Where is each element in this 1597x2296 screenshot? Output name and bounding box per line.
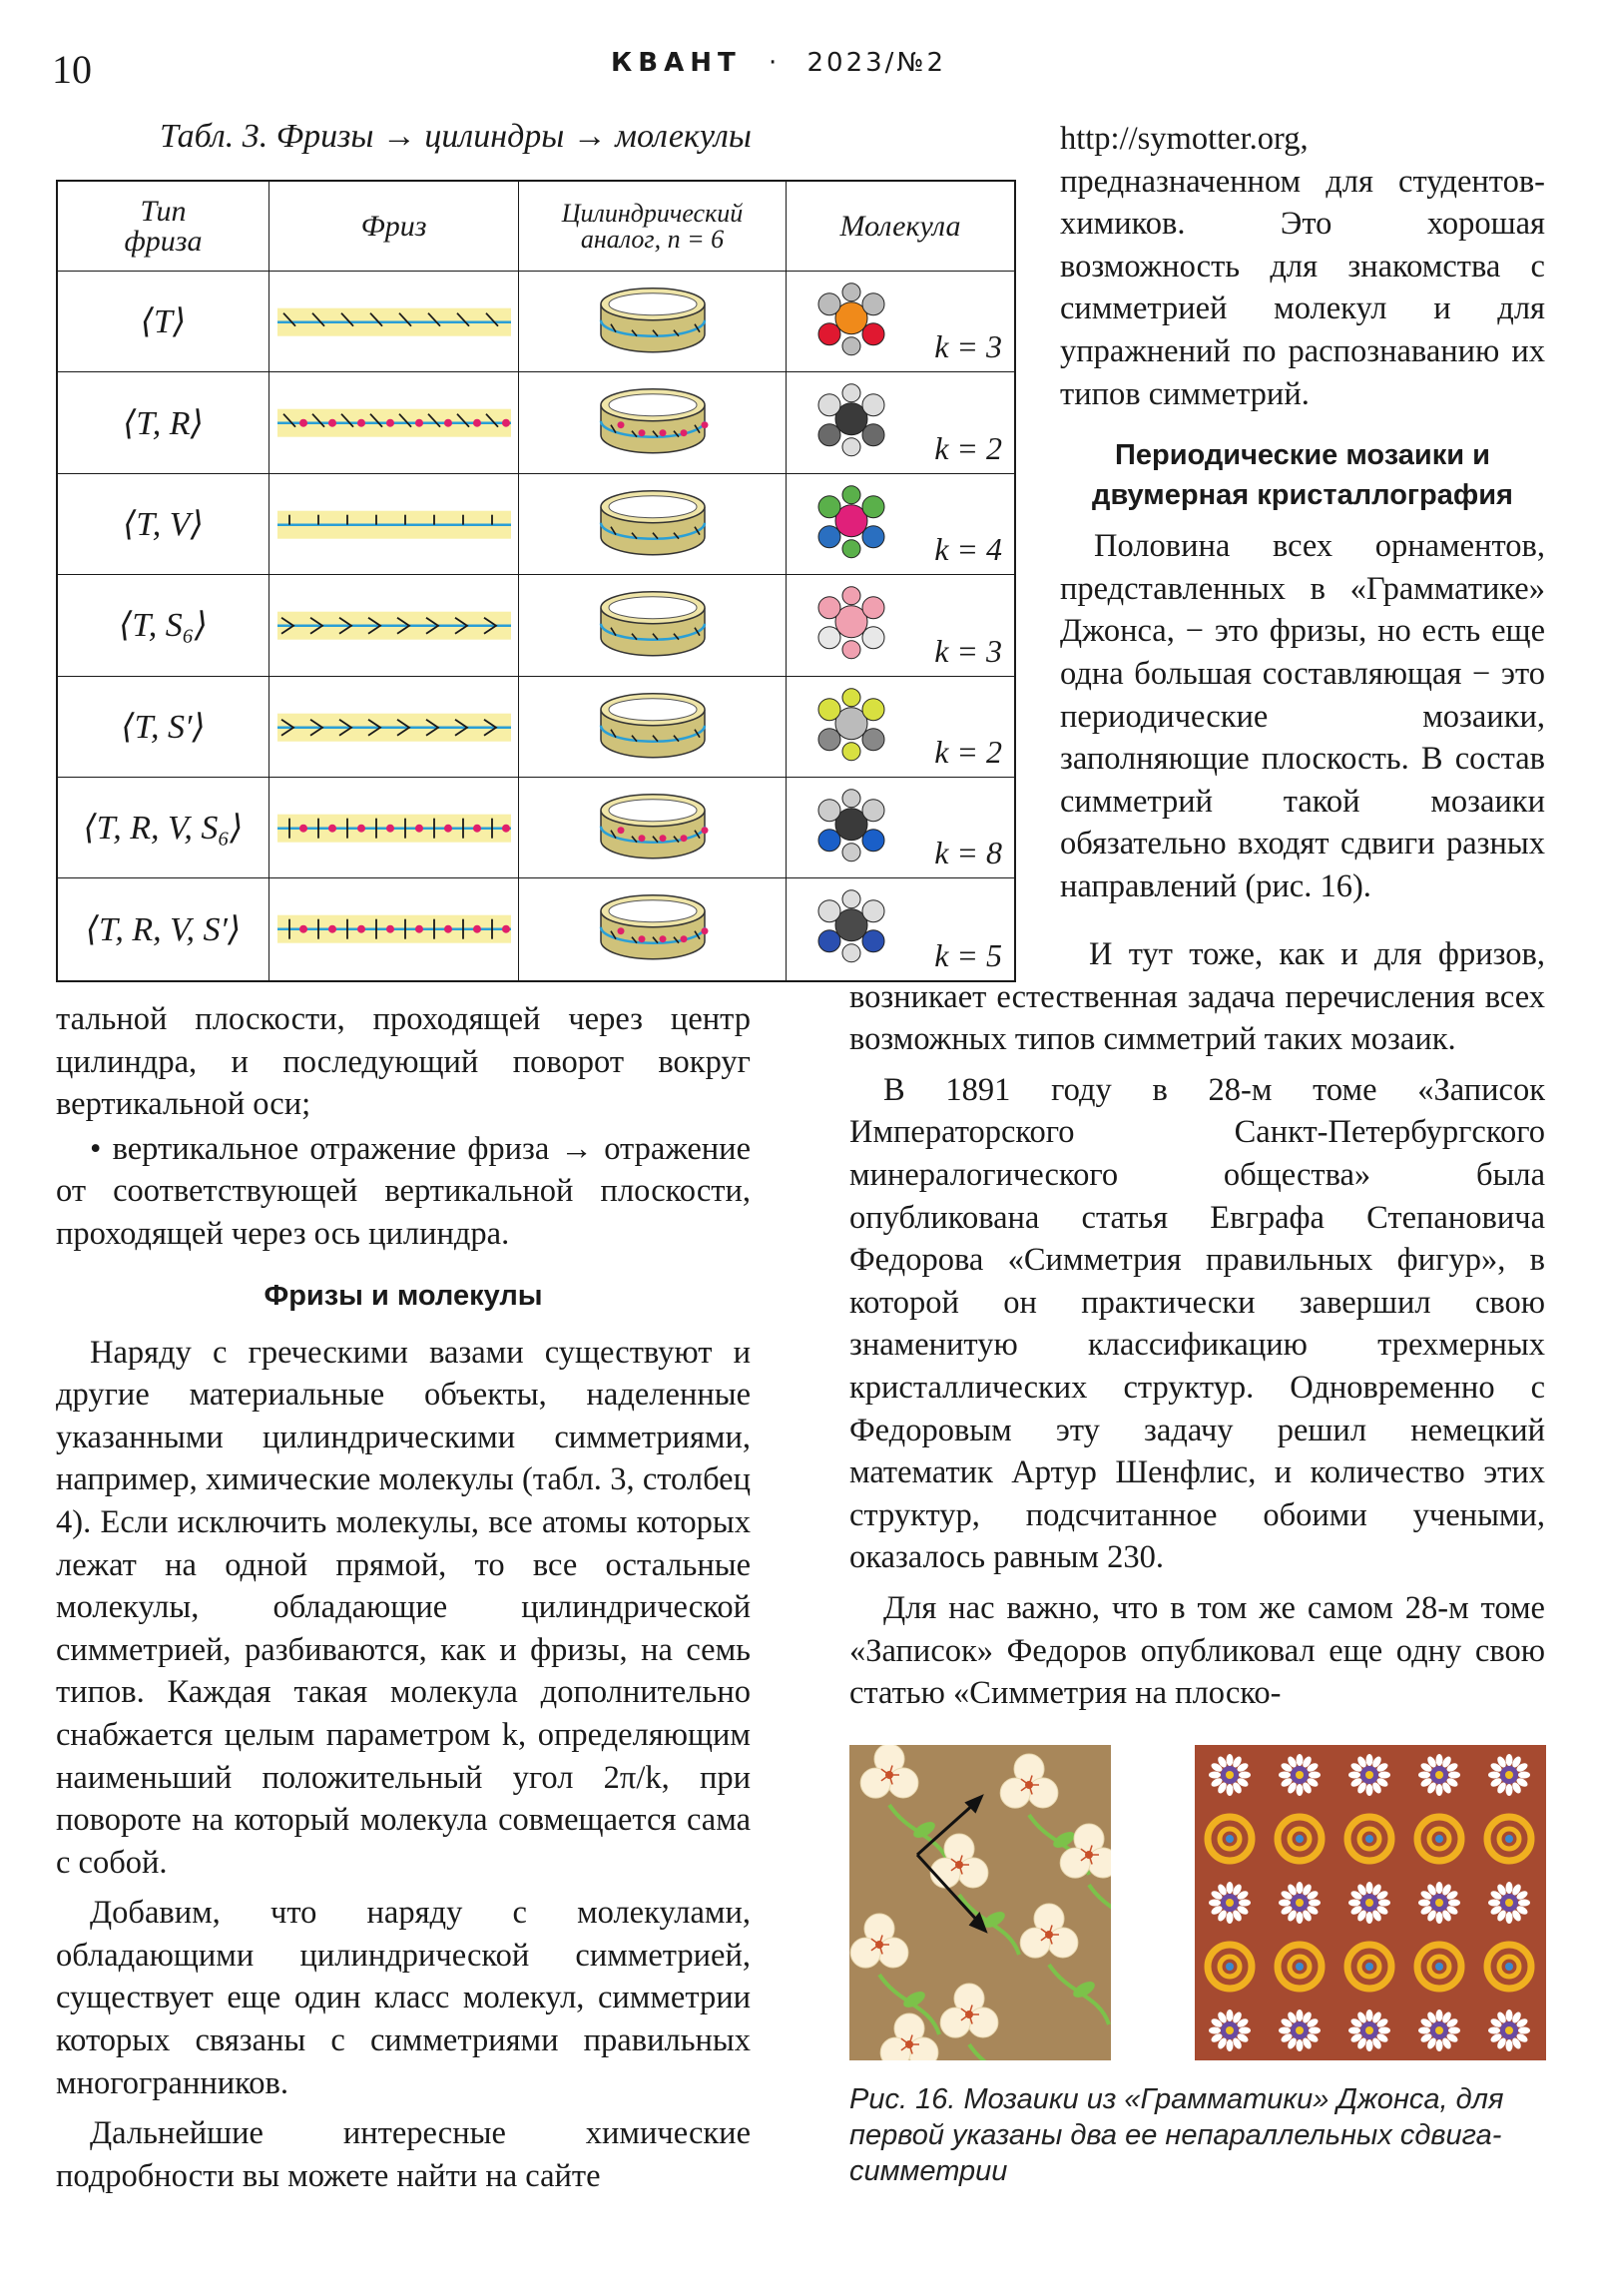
rosette-petal <box>1227 1912 1234 1924</box>
atom <box>842 844 860 861</box>
atom <box>842 438 860 456</box>
rosette-petal <box>1209 2027 1221 2034</box>
rosette-petal <box>1418 1900 1430 1907</box>
frieze-dot <box>299 419 307 427</box>
right-column-bottom <box>849 933 1545 1715</box>
header-frieze: Фриз <box>269 182 519 272</box>
cylinder-cell <box>519 474 787 575</box>
cylinder-dot <box>639 430 646 437</box>
molecule-cell <box>787 677 1014 778</box>
rosette-petal <box>1309 2027 1321 2034</box>
section-title-mosaics <box>1060 435 1545 515</box>
right-para-top: http://symotter.org, предназначенном для студентов-химиков. Это хорошая возможность для знакомства с симметрией молекул и для упражнений по распознаванию их типов симметрий. <box>1060 121 1545 412</box>
rosette-core <box>1365 2026 1373 2034</box>
atom <box>818 597 840 619</box>
frieze-illustration <box>269 474 519 575</box>
rosette-petal <box>1378 1772 1390 1779</box>
k-value: k = 3 <box>934 328 1002 365</box>
mosaic-petal <box>878 1938 908 1968</box>
atom <box>862 728 884 750</box>
rosette-petal <box>1506 1784 1513 1796</box>
atom <box>818 900 840 922</box>
left-para-3: Дальнейшие интересные химические подробности вы можете найти на сайте <box>56 2115 751 2194</box>
atom <box>862 424 884 446</box>
frieze-cell <box>269 575 519 676</box>
atom <box>842 742 860 760</box>
cylinder-opening <box>609 597 697 619</box>
cylinder-cell <box>519 372 787 473</box>
molecule-illustration <box>797 474 916 575</box>
rosette-petal <box>1506 2009 1513 2021</box>
frieze-illustration <box>269 878 519 979</box>
cylinder-dot <box>659 936 666 943</box>
frieze-dot <box>299 825 307 833</box>
rosette-petal <box>1227 1882 1234 1894</box>
rosette-petal <box>1436 1784 1443 1796</box>
frieze-illustration <box>269 272 519 372</box>
section-title-mosaics-line2: двумерная кристаллография <box>1092 479 1513 512</box>
spiral-center <box>1365 1835 1373 1843</box>
rosette-petal <box>1518 1772 1530 1779</box>
rosette-core <box>1365 1771 1373 1779</box>
rosette-petal <box>1239 1772 1251 1779</box>
rosette-petal <box>1366 1912 1373 1924</box>
right-column-top <box>1060 118 1545 908</box>
atom <box>818 323 840 345</box>
atom <box>818 293 840 315</box>
atom <box>842 539 860 557</box>
mosaic-petal <box>1028 1778 1058 1808</box>
k-value: k = 8 <box>934 835 1002 871</box>
frieze-dot <box>386 825 394 833</box>
molecule-illustration <box>797 677 916 778</box>
rosette-petal <box>1378 1900 1390 1907</box>
rosette-petal <box>1488 2027 1500 2034</box>
molecule-illustration <box>797 575 916 676</box>
rosette-petal <box>1227 1784 1234 1796</box>
mosaic-rosettes <box>1195 1745 1546 2060</box>
left-para-1: Наряду с греческими вазами существуют и другие материальные объекты, наделенные указанными цилиндрическими симметриями, например, химические молекулы (табл. 3, столбец 4). Если исключить молекулы, все атомы которых лежат на одной прямой, то все остальные молекулы, обладающие цилиндрической симметрией, разбиваются, как и фризы, на семь типов. Каждая такая молекула дополнительно снабжается целым параметром k, определяющим наименьший положительный угол 2π/k, при повороте на который молекула совмещается сама с собой. <box>56 1334 751 1881</box>
rosette-petal <box>1227 2039 1234 2051</box>
cylinder-opening <box>609 698 697 720</box>
atom <box>842 587 860 605</box>
rosette-petal <box>1366 1784 1373 1796</box>
header-type <box>58 182 269 272</box>
rosette-petal <box>1279 1772 1291 1779</box>
frieze-dot <box>357 925 365 933</box>
issue-number: 2023/№2 <box>806 48 946 78</box>
spiral-center <box>1226 1963 1234 1971</box>
atom <box>862 525 884 547</box>
rosette-core <box>1296 1899 1304 1907</box>
cylinder-illustration <box>519 878 787 979</box>
frieze-dot <box>415 419 423 427</box>
spiral-center <box>1505 1835 1513 1843</box>
rosette-petal <box>1297 2009 1304 2021</box>
atom <box>862 495 884 517</box>
mosaic-flowers <box>849 1745 1111 2060</box>
molecule-cell <box>787 474 1014 575</box>
spiral-center <box>1435 1963 1443 1971</box>
k-value: k = 2 <box>934 429 1002 466</box>
molecule-cell <box>787 372 1014 473</box>
rosette-petal <box>1418 2027 1430 2034</box>
molecule-illustration <box>797 272 916 372</box>
cylinder-cell <box>519 272 787 372</box>
rosette-core <box>1296 2026 1304 2034</box>
rosette-petal <box>1488 1900 1500 1907</box>
atom <box>818 495 840 517</box>
rosette-petal <box>1436 1882 1443 1894</box>
cylinder-dot <box>659 835 666 842</box>
rosette-core <box>1435 1771 1443 1779</box>
rosette-petal <box>1366 1754 1373 1766</box>
atom <box>862 698 884 720</box>
rosette-petal <box>1279 2027 1291 2034</box>
atom <box>842 284 860 301</box>
rosette-petal <box>1297 1784 1304 1796</box>
page-number: 10 <box>52 47 92 92</box>
rosette-petal <box>1506 1912 1513 1924</box>
rosette-core <box>1365 1899 1373 1907</box>
rosette-petal <box>1209 1772 1221 1779</box>
header-molecule: Молекула <box>787 182 1014 272</box>
molecule-cell <box>787 575 1014 676</box>
rosette-petal <box>1506 1754 1513 1766</box>
atom <box>842 790 860 808</box>
rosette-core <box>1226 2026 1234 2034</box>
atom <box>818 525 840 547</box>
rosette-petal <box>1297 1754 1304 1766</box>
molecule-cell <box>787 272 1014 372</box>
header-cylinder <box>519 182 787 272</box>
cylinder-illustration <box>519 474 787 575</box>
atom <box>862 323 884 345</box>
frieze-dot <box>444 419 452 427</box>
rosette-petal <box>1488 1772 1500 1779</box>
table-caption: Табл. 3. Фризы → цилиндры → молекулы <box>160 118 752 155</box>
cylinder-dot <box>701 827 708 834</box>
atom <box>862 597 884 619</box>
cylinder-illustration <box>519 778 787 878</box>
atom <box>842 641 860 659</box>
frieze-dot <box>473 419 481 427</box>
cylinder-cell <box>519 878 787 979</box>
rosette-petal <box>1436 1754 1443 1766</box>
atom <box>862 830 884 852</box>
rosette-petal <box>1518 2027 1530 2034</box>
frieze-dot <box>502 925 510 933</box>
atom <box>842 337 860 355</box>
cylinder-dot <box>701 422 708 429</box>
atom <box>818 394 840 416</box>
frieze-cell <box>269 778 519 878</box>
molecule-illustration <box>797 372 916 473</box>
molecule-cell <box>787 778 1014 878</box>
cylinder-dot <box>618 422 625 429</box>
rosette-petal <box>1506 2039 1513 2051</box>
spiral-center <box>1226 1835 1234 1843</box>
rosette-core <box>1435 1899 1443 1907</box>
atom <box>818 930 840 952</box>
frieze-dot <box>502 419 510 427</box>
section-title-friezes: Фризы и молекулы <box>264 1279 543 1312</box>
frieze-cell <box>269 474 519 575</box>
cylinder-dot <box>639 835 646 842</box>
symmetry-table <box>56 180 1016 982</box>
journal-name: КВАНТ <box>611 48 742 78</box>
atom <box>818 800 840 822</box>
frieze-cell <box>269 878 519 979</box>
mosaic-petal <box>888 1768 918 1798</box>
cylinder-illustration <box>519 372 787 473</box>
k-value: k = 3 <box>934 632 1002 669</box>
cylinder-dot <box>680 936 687 943</box>
k-value: k = 5 <box>934 936 1002 973</box>
rosette-petal <box>1209 1900 1221 1907</box>
rosette-core <box>1505 1771 1513 1779</box>
mosaic-petal <box>1048 1928 1078 1958</box>
cylinder-dot <box>680 835 687 842</box>
frieze-type-cell: ⟨T, R, V, S₆⟩ <box>58 778 269 878</box>
cylinder-cell <box>519 778 787 878</box>
running-head-separator: · <box>768 48 781 78</box>
cylinder-illustration <box>519 272 787 372</box>
mosaic-petal <box>958 1858 988 1888</box>
frieze-cell <box>269 677 519 778</box>
left-bullet: • вертикальное отражение фриза → отражение от соответствующей вертикальной плоскости, проходящей через ось цилиндра. <box>56 1130 751 1252</box>
rosette-core <box>1505 1899 1513 1907</box>
running-head <box>611 48 946 78</box>
frieze-dot <box>444 925 452 933</box>
right-para-2: И тут тоже, как и для фризов, возникает естественная задача перечисления всех возможных типов симметрий таких мозаик. <box>849 936 1545 1058</box>
right-para-3: В 1891 году в 28-м томе «Записок Императорского Санкт-Петербургского минералогического общества» была опубликована статья Евграфа Степановича Федорова «Симметрия правильных фигур», в которой он практически завершил свою знаменитую классификацию трехмерных кристаллических структур. Одновременно с Федоровым эту задачу решил немецкий математик Артур Шенфлис, и количество этих структур, подсчитанное обоими учеными, оказалось равным 230. <box>849 1071 1545 1576</box>
atom <box>862 627 884 649</box>
rosette-petal <box>1309 1772 1321 1779</box>
rosette-petal <box>1366 1882 1373 1894</box>
rosette-petal <box>1239 1900 1251 1907</box>
frieze-dot <box>415 825 423 833</box>
atom <box>842 485 860 503</box>
rosette-petal <box>1378 2027 1390 2034</box>
rosette-petal <box>1366 2039 1373 2051</box>
rosette-core <box>1296 1771 1304 1779</box>
frieze-dot <box>328 419 336 427</box>
frieze-dot <box>328 825 336 833</box>
rosette-petal <box>1309 1900 1321 1907</box>
rosette-core <box>1435 2026 1443 2034</box>
header-cyl-line1: Цилиндрический <box>561 198 744 228</box>
rosette-petal <box>1448 1900 1460 1907</box>
rosette-petal <box>1518 1900 1530 1907</box>
atom <box>862 800 884 822</box>
spiral-center <box>1296 1835 1304 1843</box>
spiral-center <box>1296 1963 1304 1971</box>
frieze-dot <box>328 925 336 933</box>
atom <box>818 728 840 750</box>
rosette-petal <box>1297 1912 1304 1924</box>
atom <box>842 890 860 908</box>
frieze-illustration <box>269 575 519 676</box>
rosette-core <box>1226 1899 1234 1907</box>
frieze-type-cell: ⟨T, R⟩ <box>58 372 269 473</box>
frieze-dot <box>386 925 394 933</box>
rosette-petal <box>1348 1772 1360 1779</box>
atom <box>842 384 860 402</box>
rosette-core <box>1505 2026 1513 2034</box>
header-type-line2: фриза <box>124 224 203 258</box>
rosette-petal <box>1448 1772 1460 1779</box>
frieze-illustration <box>269 778 519 878</box>
rosette-petal <box>1436 1912 1443 1924</box>
header-cyl-line2: аналог, n = 6 <box>580 224 725 254</box>
atom <box>862 293 884 315</box>
frieze-dot <box>357 825 365 833</box>
header-type-line1: Тип <box>140 194 187 228</box>
cylinder-dot <box>680 430 687 437</box>
atom <box>818 830 840 852</box>
frieze-type-cell: ⟨T, S₆⟩ <box>58 575 269 676</box>
frieze-dot <box>386 419 394 427</box>
frieze-dot <box>502 825 510 833</box>
cylinder-illustration <box>519 575 787 676</box>
rosette-petal <box>1348 2027 1360 2034</box>
rosette-petal <box>1239 2027 1251 2034</box>
figure-caption: Рис. 16. Мозаики из «Грамматики» Джонса, для первой указаны два ее непараллельных сдвига-симметрии <box>849 2083 1504 2187</box>
rosette-petal <box>1448 2027 1460 2034</box>
cylinder-opening <box>609 900 697 922</box>
rosette-petal <box>1436 2039 1443 2051</box>
frieze-dot <box>473 925 481 933</box>
rosette-petal <box>1227 1754 1234 1766</box>
frieze-cell <box>269 272 519 372</box>
atom <box>842 688 860 706</box>
right-para-4: Для нас важно, что в том же самом 28-м томе «Записок» Федоров опубликовал еще одну свою статью «Симметрия на плоско- <box>849 1589 1545 1712</box>
k-value: k = 4 <box>934 531 1002 568</box>
cylinder-cell <box>519 677 787 778</box>
cylinder-dot <box>618 827 625 834</box>
left-para-2: Добавим, что наряду с молекулами, обладающими цилиндрической симметрией, существует еще один класс молекул, симметрии которых связаны с симметриями правильных многогранников. <box>56 1895 751 2101</box>
frieze-illustration <box>269 372 519 473</box>
rosette-petal <box>1297 1882 1304 1894</box>
cylinder-opening <box>609 394 697 416</box>
rosette-petal <box>1227 2009 1234 2021</box>
cylinder-dot <box>618 928 625 935</box>
cylinder-opening <box>609 495 697 517</box>
right-para-1: Половина всех орнаментов, представленных в «Грамматике» Джонса, − это фризы, но есть еще одна большая составляющая − это периодические мозаики, заполняющие плоскость. В состав симметрий такой мозаики обязательно входят сдвиги разных направлений (рис. 16). <box>1060 528 1545 904</box>
frieze-illustration <box>269 677 519 778</box>
frieze-type-cell: ⟨T, S′⟩ <box>58 677 269 778</box>
frieze-dot <box>444 825 452 833</box>
frieze-type-cell: ⟨T⟩ <box>58 272 269 372</box>
spiral-center <box>1435 1835 1443 1843</box>
rosette-petal <box>1418 1772 1430 1779</box>
rosette-petal <box>1348 1900 1360 1907</box>
frieze-cell <box>269 372 519 473</box>
rosette-core <box>1226 1771 1234 1779</box>
cylinder-dot <box>639 936 646 943</box>
atom <box>862 394 884 416</box>
k-value: k = 2 <box>934 733 1002 770</box>
frieze-dot <box>415 925 423 933</box>
frieze-dot <box>299 925 307 933</box>
spiral-center <box>1505 1963 1513 1971</box>
left-column <box>56 998 751 2197</box>
cylinder-dot <box>701 928 708 935</box>
rosette-petal <box>1366 2009 1373 2021</box>
rosette-petal <box>1506 1882 1513 1894</box>
atom <box>818 698 840 720</box>
frieze-type-cell: ⟨T, V⟩ <box>58 474 269 575</box>
frieze-dot <box>473 825 481 833</box>
atom <box>818 424 840 446</box>
cylinder-dot <box>659 430 666 437</box>
rosette-petal <box>1436 2009 1443 2021</box>
frieze-dot <box>357 419 365 427</box>
molecule-illustration <box>797 778 916 878</box>
left-para-cont: тальной плоскости, проходящей через центр цилиндра, и последующий поворот вокруг вертикальной оси; <box>56 1001 751 1123</box>
cylinder-opening <box>609 293 697 315</box>
mosaic-petal <box>968 2008 998 2037</box>
rosette-petal <box>1279 1900 1291 1907</box>
rosette-petal <box>1297 2039 1304 2051</box>
cylinder-opening <box>609 800 697 822</box>
spiral-center <box>1365 1963 1373 1971</box>
section-title-mosaics-line1: Периодические мозаики и <box>1115 439 1490 472</box>
cylinder-illustration <box>519 677 787 778</box>
atom <box>862 900 884 922</box>
frieze-type-cell: ⟨T, R, V, S′⟩ <box>58 878 269 979</box>
atom <box>818 627 840 649</box>
cylinder-cell <box>519 575 787 676</box>
